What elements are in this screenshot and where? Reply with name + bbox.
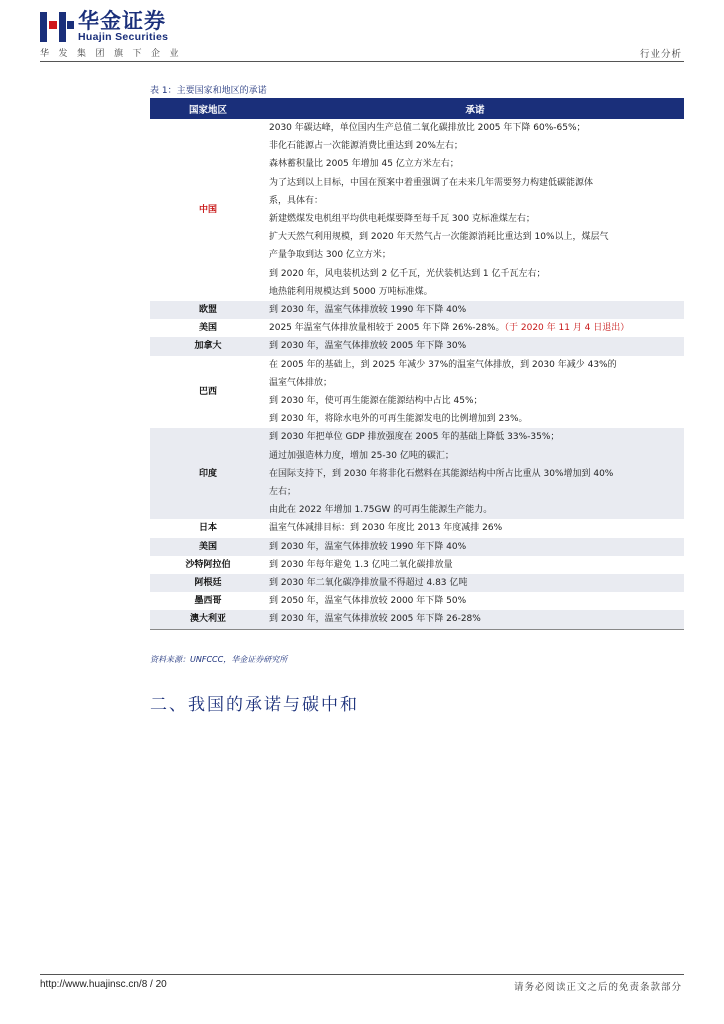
pledge-cell <box>266 119 684 301</box>
country-cell: 印度 <box>150 428 266 519</box>
table-row <box>150 592 684 610</box>
logo-mark-icon <box>40 12 74 42</box>
pledge-cell <box>266 356 684 429</box>
pledge-line: 到 2030 年，使可再生能源在能源结构中占比 45%； <box>269 396 483 407</box>
pledge-line: 产量争取到达 300 亿立方米； <box>269 250 391 261</box>
table-row <box>150 337 684 355</box>
pledge-line: 通过加强造林力度，增加 25-30 亿吨的碳汇； <box>269 450 454 461</box>
pledge-cell <box>266 337 684 355</box>
pledge-cell <box>266 592 684 610</box>
pledge-line: 温室气体排放； <box>269 377 333 388</box>
pledge-cell <box>266 574 684 592</box>
pledge-line: 系，具体有： <box>269 195 324 206</box>
pledge-line: 扩大天然气利用规模，到 2020 年天然气占一次能源消耗比重达到 10%以上，煤层气 <box>269 232 609 243</box>
company-logo <box>40 10 168 43</box>
country-cell: 加拿大 <box>150 337 266 355</box>
pledge-cell <box>266 319 684 337</box>
pledge-cell <box>266 301 684 319</box>
table-row <box>150 538 684 556</box>
table-row <box>150 556 684 574</box>
pledge-line: 到 2030 年，将除水电外的可再生能源发电的比例增加到 23%。 <box>269 414 528 425</box>
pledge-line: 为了达到以上目标，中国在预案中着重强调了在未来几年需要努力构建低碳能源体 <box>269 177 594 188</box>
pledge-cell <box>266 519 684 537</box>
country-cell: 沙特阿拉伯 <box>185 559 231 570</box>
country-cell: 墨西哥 <box>194 596 222 607</box>
country-cell: 欧盟 <box>150 301 266 319</box>
pledge-line: 2030 年碳达峰，单位国内生产总值二氧化碳排放比 2005 年下降 60%-65%； <box>269 123 586 133</box>
pledge-cell <box>266 610 684 629</box>
pledge-line: 到 2030 年二氧化碳净排放量不得超过 4.83 亿吨 <box>269 578 468 589</box>
country-cell: 美国 <box>198 323 217 334</box>
pledge-line: 由此在 2022 年增加 1.75GW 的可再生能源生产能力。 <box>269 505 493 516</box>
table-caption: 表 1：主要国家和地区的承诺 <box>150 86 267 96</box>
country-cell: 澳大利亚 <box>150 610 266 629</box>
pledge-line-with-note <box>269 319 684 337</box>
pledge-line: 地热能利用规模达到 5000 万吨标准煤。 <box>269 286 433 297</box>
table-row <box>150 574 684 592</box>
pledge-cell <box>266 556 684 574</box>
table-source: 资料来源：UNFCCC，华金证券研究所 <box>150 655 288 664</box>
pledges-table <box>150 98 684 630</box>
pledge-line: 非化石能源占一次能源消费比重达到 20%左右； <box>269 141 463 152</box>
pledge-line: 左右； <box>269 487 297 498</box>
pledge-cell <box>266 428 684 519</box>
table-header-row <box>150 98 684 119</box>
report-type: 行业分析 <box>639 49 682 60</box>
table-row <box>150 428 684 519</box>
section-title: 二、我国的承诺与碳中和 <box>150 695 359 715</box>
table-row <box>150 519 684 537</box>
footer-disclaimer: 请务必阅读正文之后的免责条款部分 <box>513 982 682 993</box>
country-cell: 巴西 <box>198 386 217 397</box>
company-name-en: Huajin Securities <box>78 31 169 43</box>
header-pledge: 承诺 <box>266 98 684 119</box>
country-cell: 阿根廷 <box>150 574 266 592</box>
pledge-line: 到 2030 年，温室气体排放较 1990 年下降 40% <box>269 541 467 552</box>
company-name-cn: 华金证券 <box>78 9 166 33</box>
header-country: 国家地区 <box>150 98 266 119</box>
header-divider <box>40 61 684 62</box>
withdrawal-note: （于 2020 年 11 月 4 日退出） <box>504 323 630 334</box>
table-row <box>150 319 684 337</box>
pledge-line: 到 2030 年每年避免 1.3 亿吨二氧化碳排放量 <box>269 559 453 570</box>
pledge-line: 森林蓄积量比 2005 年增加 45 亿立方米左右； <box>269 159 459 170</box>
table-row <box>150 356 684 429</box>
table-row <box>150 610 684 629</box>
pledge-line: 到 2050 年，温室气体排放较 2000 年下降 50% <box>269 596 467 607</box>
pledge-line: 到 2030 年把单位 GDP 排放强度在 2005 年的基础上降低 33%-35%； <box>269 432 560 443</box>
table-row <box>150 301 684 319</box>
footer-url-page: http://www.huajinsc.cn/8 / 20 <box>40 979 167 990</box>
pledge-line: 到 2030 年，温室气体排放较 1990 年下降 40% <box>269 305 467 316</box>
pledge-line: 新建燃煤发电机组平均供电耗煤要降至每千瓦 300 克标准煤左右； <box>269 214 535 225</box>
pledge-line: 2025 年温室气体排放量相较于 2005 年下降 26%-28%。 <box>269 323 505 334</box>
group-tagline: 华发集团旗下企业 <box>40 49 189 59</box>
country-cell: 日本 <box>198 523 217 534</box>
pledge-line: 到 2020 年，风电装机达到 2 亿千瓦，光伏装机达到 1 亿千瓦左右； <box>269 268 546 279</box>
footer-divider <box>40 974 684 975</box>
pledge-line: 到 2030 年，温室气体排放较 2005 年下降 30% <box>269 341 467 352</box>
table-row <box>150 119 684 301</box>
pledge-line: 到 2030 年，温室气体排放较 2005 年下降 26-28% <box>269 614 481 625</box>
pledge-line: 温室气体减排目标：到 2030 年度比 2013 年度减排 26% <box>269 523 503 534</box>
pledge-cell <box>266 538 684 556</box>
country-cell: 中国 <box>198 204 217 215</box>
pledge-line: 在国际支持下，到 2030 年将非化石燃料在其能源结构中所占比重从 30%增加到 40% <box>269 468 614 479</box>
pledge-line: 在 2005 年的基础上，到 2025 年减少 37%的温室气体排放，到 2030 年减少 43%的 <box>269 359 617 370</box>
country-cell: 美国 <box>150 538 266 556</box>
